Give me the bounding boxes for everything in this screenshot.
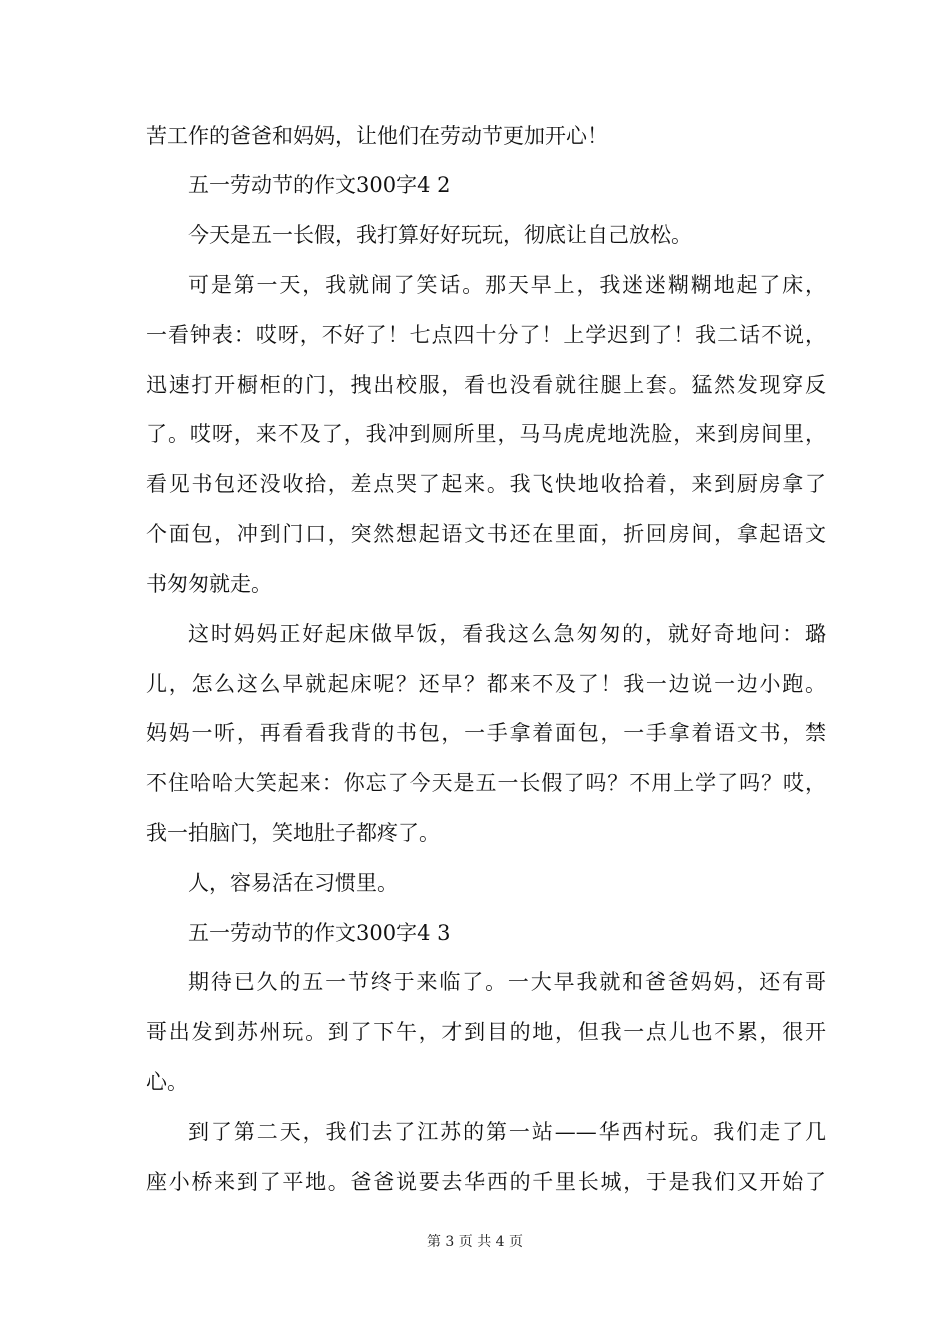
text-line: 妈妈一听，再看看我背的书包，一手拿着面包，一手拿着语文书，禁 xyxy=(146,721,826,745)
text-line: 一看钟表：哎呀，不好了！七点四十分了！上学迟到了！我二话不说， xyxy=(146,323,826,347)
text-line: 心。 xyxy=(146,1070,188,1094)
text-line: 了。哎呀，来不及了，我冲到厕所里，马马虎虎地洗脸，来到房间里， xyxy=(146,422,826,446)
page-footer: 第 3 页 共 4 页 xyxy=(426,1234,524,1250)
text-line: 个面包，冲到门口，突然想起语文书还在里面，折回房间，拿起语文 xyxy=(146,522,826,546)
text-line: 迅速打开橱柜的门，拽出校服，看也没看就往腿上套。猛然发现穿反 xyxy=(146,373,826,397)
text-line: 可是第一天，我就闹了笑话。那天早上，我迷迷糊糊地起了床， xyxy=(188,273,826,297)
text-line: 座小桥来到了平地。爸爸说要去华西的千里长城，于是我们又开始了 xyxy=(146,1170,826,1194)
text-line: 不住哈哈大笑起来：你忘了今天是五一长假了吗？不用上学了吗？哎， xyxy=(146,771,826,795)
text-line: 苦工作的爸爸和妈妈，让他们在劳动节更加开心！ xyxy=(146,124,608,148)
text-line: 哥出发到苏州玩。到了下午，才到目的地，但我一点儿也不累，很开 xyxy=(146,1020,826,1044)
section-heading: 五一劳动节的作文300字4 2 xyxy=(188,173,451,197)
text-line: 到了第二天，我们去了江苏的第一站——华西村玩。我们走了几 xyxy=(188,1120,826,1144)
text-line: 儿，怎么这么早就起床呢？还早？都来不及了！我一边说一边小跑。 xyxy=(146,672,826,696)
text-line: 今天是五一长假，我打算好好玩玩，彻底让自己放松。 xyxy=(188,223,692,247)
text-line: 看见书包还没收拾，差点哭了起来。我飞快地收拾着，来到厨房拿了 xyxy=(146,472,826,496)
text-line: 书匆匆就走。 xyxy=(146,572,272,596)
text-line: 这时妈妈正好起床做早饭，看我这么急匆匆的，就好奇地问：璐 xyxy=(188,622,826,646)
section-heading: 五一劳动节的作文300字4 3 xyxy=(188,921,451,945)
text-line: 人，容易活在习惯里。 xyxy=(188,871,398,895)
text-line: 期待已久的五一节终于来临了。一大早我就和爸爸妈妈，还有哥 xyxy=(188,970,826,994)
text-line: 我一拍脑门，笑地肚子都疼了。 xyxy=(146,821,440,845)
